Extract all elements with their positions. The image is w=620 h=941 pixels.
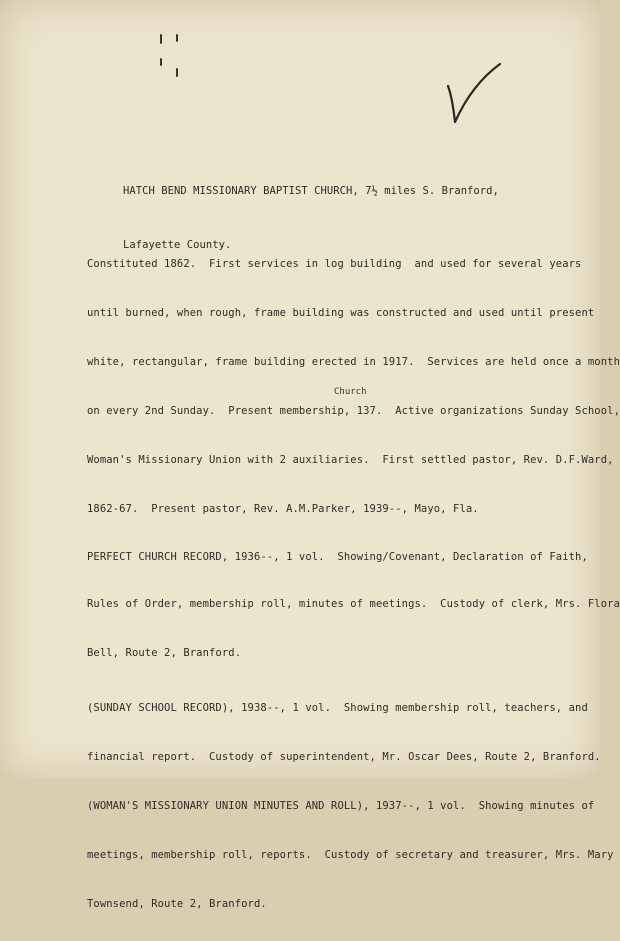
body-line: Townsend, Route 2, Branford. (87, 898, 267, 910)
body-line: (SUNDAY SCHOOL RECORD), 1938--, 1 vol. Showing membership roll, teachers, and (87, 702, 588, 714)
body-line: white, rectangular, frame building erected in 1917. Services are held once a month (87, 356, 620, 368)
body-line: on every 2nd Sunday. Present membership, 137. Active organizations Sunday School, (87, 405, 620, 417)
heading-line: HATCH BEND MISSIONARY BAPTIST CHURCH, 7½ miles S. Branford, (123, 185, 499, 197)
body-line: Woman's Missionary Union with 2 auxiliaries. First settled pastor, Rev. D.F.Ward, (87, 454, 614, 466)
document-body (87, 228, 620, 941)
body-line: financial report. Custody of superintendent, Mr. Oscar Dees, Route 2, Branford. (87, 751, 601, 763)
body-line: (WOMAN'S MISSIONARY UNION MINUTES AND ROLL), 1937--, 1 vol. Showing minutes of (87, 800, 595, 812)
body-line: until burned, when rough, frame building was constructed and used until present (87, 307, 595, 319)
body-line: 1862-67. Present pastor, Rev. A.M.Parker, 1939--, Mayo, Fla. (87, 503, 479, 515)
punch-mark (160, 34, 162, 44)
punch-mark (160, 58, 162, 66)
body-line: meetings, membership roll, reports. Custody of secretary and treasurer, Mrs. Mary (87, 849, 614, 861)
heading-line: Lafayette County. (123, 239, 232, 251)
punch-mark (176, 34, 178, 42)
checkmark-icon (444, 60, 504, 130)
handwritten-insert: Church (334, 387, 367, 397)
body-line: Bell, Route 2, Branford. (87, 647, 242, 659)
body-line: Rules of Order, membership roll, minutes of meetings. Custody of clerk, Mrs. Flora (87, 598, 620, 610)
punch-mark (176, 68, 178, 77)
body-line: Constituted 1862. First services in log building and used for several years (87, 258, 582, 270)
body-line: PERFECT CHURCH RECORD, 1936--, 1 vol. Showing/Covenant, Declaration of Faith, (87, 551, 588, 563)
